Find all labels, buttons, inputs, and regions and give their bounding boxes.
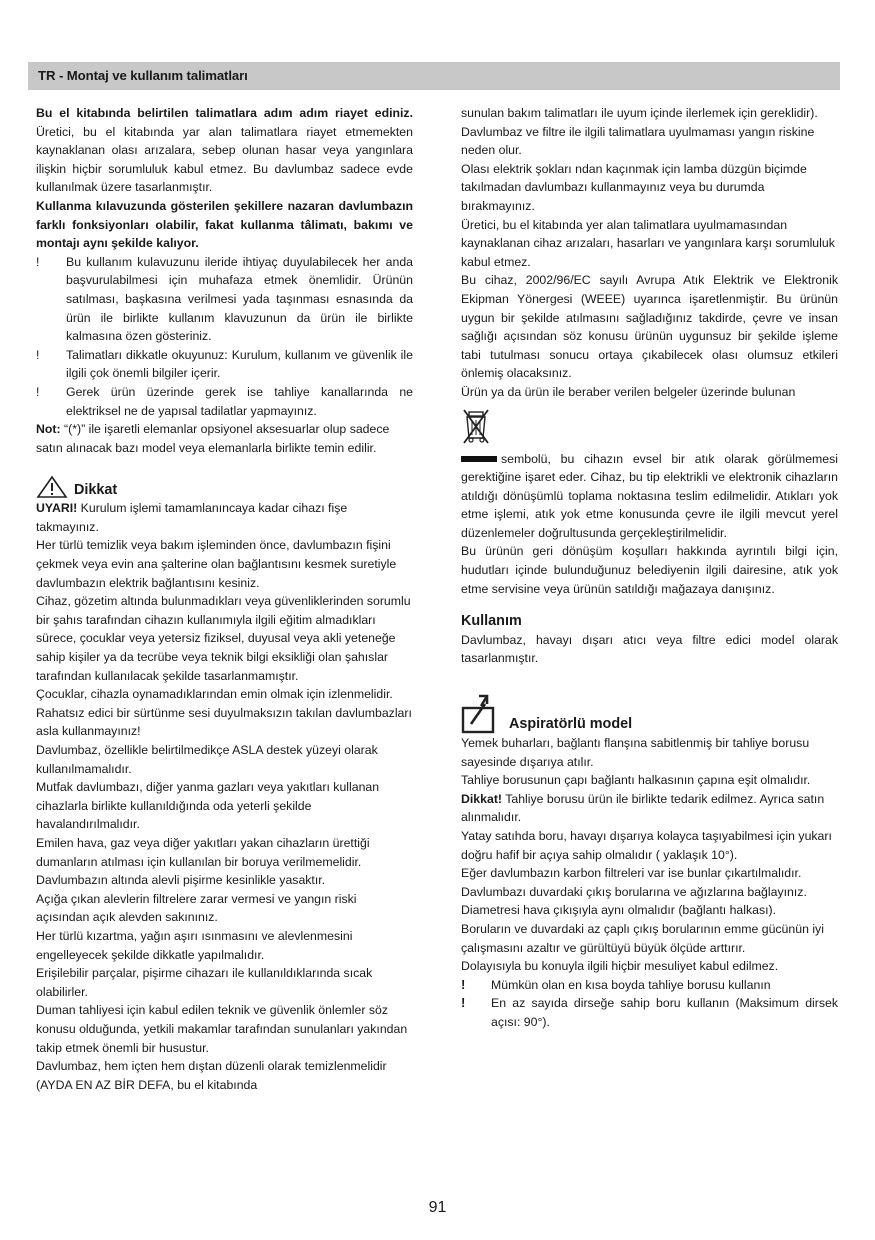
extractor-title: Aspiratörlü model [509, 716, 633, 733]
intro-bold: Bu el kitabında belirtilen talimatlara adım adım riayet ediniz. [36, 106, 413, 120]
right-column [461, 104, 838, 1032]
extractor-paragraph: Yemek buharları, bağlantı flanşına sabitlenmiş bir tahliye borusu sayesinde dışarıya atılır. [461, 736, 810, 769]
bullet-text: Mümkün olan en kısa boyda tahliye borusu kullanın [491, 977, 771, 992]
extractor-heading [461, 694, 838, 734]
weee-symbol-block [461, 406, 838, 450]
body-paragraph: Ürün ya da ürün ile beraber verilen belgeler üzerinde bulunan [461, 384, 796, 399]
exclamation-mark: ! [461, 976, 466, 992]
body-paragraph: sunulan bakım talimatları ile uyum içinde ilerlemek için gereklidir). [461, 106, 818, 120]
section-header-bar [28, 62, 840, 90]
extractor-paragraph: Boruların ve duvardaki az çaplı çıkış borularının emme gücünün iyi çalışmasını azaltır ve gürültüyü büyük ölçüde arttırır. [461, 921, 824, 955]
attention-text: Tahliye borusu ürün ile birlikte tedarik edilmez. Ayrıca satın alınmalıdır. [461, 791, 825, 825]
body-paragraph: Bu cihaz, 2002/96/EC sayılı Avrupa Atık Elektrik ve Elektronik Ekipman Yönergesi (WEEE) uyarınca işaretlenmiştir. Bu ürünün uygun bir şekilde atılmasını sağladığınız takdirde, çevre ve insan sağlığı açısından söz konusu ürünün uygunsuz bir şekilde işleme tabi tutulması sonucu ortaya çıkabilecek olası olumsuz etkileri önlemiş olacaksınız. [461, 273, 838, 381]
left-column [36, 104, 413, 1094]
caution-heading [36, 471, 413, 499]
warning-label: UYARI! [36, 501, 78, 516]
attention-label: Dikkat! [461, 791, 503, 806]
note-label: Not: [36, 422, 61, 437]
extractor-hood-icon [461, 694, 505, 734]
body-paragraph: Olası elektrik şokları ndan kaçınmak için lamba düzgün biçimde takılmadan davlumbazı kullanmayınız veya bu durumda bırakmayınız. [461, 161, 807, 213]
warning-paragraph [36, 499, 413, 536]
body-paragraph: Üretici, bu el kitabında yer alan talimatlara uyulmamasından kaynaklanan cihaz arızaları, hasarları ve yangınlara karşı sorumluluk kabul etmez. [461, 217, 835, 269]
list-item [461, 976, 838, 995]
safety-paragraph: Her türlü kızartma, yağın aşırı ısınmasını ve alevlenmesini engelleyecek şekilde dikkatle yapılmalıdır. [36, 928, 353, 962]
extractor-paragraph: Yatay satıhda boru, havayı dışarıya kolayca taşıyabilmesi için yukarı doğru hafif bir açıya sahip olmalıdır ( yaklaşık 10°). [461, 829, 832, 862]
bullet-text: Talimatları dikkatle okuyunuz: Kurulum, kullanım ve güvenlik ile ilgili çok önemli bilgiler içerir. [66, 347, 413, 381]
extractor-paragraph: Dolayısıyla bu konuyla ilgili hiçbir mesuliyet kabul edilmez. [461, 959, 779, 974]
extractor-paragraph: Eğer davlumbazın karbon filtreleri var ise bunlar çıkartılmalıdır. [461, 866, 802, 881]
extractor-paragraph: Davlumbazı duvardaki çıkış borularına ve ağızlarına bağlayınız. Diametresi hava çıkışıyla aynı olmalıdır (bağlantı halkası). [461, 884, 807, 918]
safety-paragraph: Davlumbaz, özellikle belirtilmedikçe ASLA destek yüzeyi olarak kullanılmamalıdır. [36, 743, 378, 776]
list-item [461, 994, 838, 1031]
safety-paragraph: Rahatsız edici bir sürtünme sesi duyulmaksızın takılan davlumbazları asla kullanmayınız! [36, 705, 412, 739]
list-item [36, 346, 413, 383]
crossed-bin-icon [461, 406, 491, 446]
safety-paragraph: Çocuklar, cihazla oynamadıklarından emin olmak için izlenmelidir. [36, 687, 393, 702]
usage-title: Kullanım [461, 613, 522, 630]
safety-paragraph: Duman tahliyesi için kabul edilen teknik ve güvenlik önlemler söz konusu olduğunda, yetkili makamlar tarafından sunulanları yakından takip etmek önemli bir husustur. [36, 1003, 408, 1055]
section-title: TR - Montaj ve kullanım talimatları [38, 68, 248, 83]
safety-paragraph: Emilen hava, gaz veya diğer yakıtları yakan cihazların ürettiği dumanların atılması için kullanılan bir boruya verilmemelidir. [36, 835, 370, 869]
caution-title: Dikkat [74, 481, 118, 498]
bullet-text: Gerek ürün üzerinde gerek ise tahliye kanallarında ne elektriksel ne de yapısal tadilatlar yapmayınız. [66, 384, 413, 418]
safety-paragraph: Her türlü temizlik veya bakım işleminden önce, davlumbazın fişini çekmek veya evin ana şalterine olan bağlantısını kesmek suretiyle davlumbazın elektrik bağlantısını kesiniz. [36, 538, 397, 590]
note-paragraph [36, 420, 413, 457]
safety-paragraph: Açığa çıkan alevlerin filtrelere zarar vermesi ve yangın riski açısından açık alevden sakınınız. [36, 891, 357, 925]
exclamation-mark: ! [461, 995, 466, 1011]
attention-paragraph [461, 790, 838, 827]
safety-paragraph: Davlumbaz, hem içten hem dıştan düzenli olarak temizlenmelidir (AYDA EN AZ BİR DEFA, bu el kitabında [36, 1059, 387, 1092]
note-text: “(*)” ile işaretli elemanlar opsiyonel aksesuarlar olup sadece satın alınacak bazı model veya elemanlarla birlikte temin edilir. [36, 422, 390, 455]
symbol-paragraph [461, 450, 838, 543]
list-item [36, 383, 413, 420]
intro-paragraph [36, 104, 413, 197]
usage-paragraph: Davlumbaz, havayı dışarı atıcı veya filtre edici model olarak tasarlanmıştır. [461, 632, 838, 666]
warning-text: Kurulum işlemi tamamlanıncaya kadar cihazı fişe takmayınız. [36, 501, 348, 534]
safety-paragraph: Cihaz, gözetim altında bulunmadıkları veya güvenliklerinden sorumlu bir şahıs tarafından cihazın kullanımıyla ilgili eğitim almadıkları sürece, çocuklar veya yetersiz fiziksel, duyusal veya akli yeteneğe sahip kişiler ya da tecrübe veya teknik bilgi eksikliği olan şahıslar tarafından kullanılacak şekilde tasarlanmamıştır. [36, 594, 411, 683]
black-bar-icon [461, 456, 497, 462]
page-number: 91 [428, 1199, 447, 1216]
warning-triangle-icon [36, 475, 68, 499]
guide-note: Kullanma kılavuzunda gösterilen şekillere nazaran davlumbazın farklı fonksiyonları olabilir, fakat kullanma tâlimatı, bakımı ve montajı aynı şekilde kalıyor. [36, 198, 413, 251]
exclamation-mark: ! [36, 254, 40, 269]
body-paragraph: Davlumbaz ve filtre ile ilgili talimatlara uyulmaması yangın riskine neden olur. [461, 124, 815, 158]
extractor-paragraph: Tahliye borusunun çapı bağlantı halkasının çapına eşit olmalıdır. [461, 773, 811, 788]
symbol-text: sembolü, bu cihazın evsel bir atık olarak görülmemesi gerektiğine işaret eder. Cihaz, bu tip elektrikli ve elektronik cihazların atıldığı dönüşümlü toplama noktasına teslim edilmelidir. Atıkları yok etme işlemi, atık yok etme konusunda çevre ile ilgili mevcut yerel düzenlemeler doğrultusunda gerçekleştirilmelidir. [461, 451, 838, 540]
recycling-paragraph: Bu ürünün geri dönüşüm koşulları hakkında ayrıntılı bilgi için, hudutları içinde bulunduğunuz belediyenin ilgili dairesine, atık yok etme servisine veya ürünün satıldığı mağazaya danışınız. [461, 544, 838, 596]
safety-paragraph: Erişilebilir parçalar, pişirme cihazarı ile kullanıldıklarında sıcak olabilirler. [36, 966, 373, 999]
exclamation-mark: ! [36, 384, 40, 399]
safety-paragraph: Mutfak davlumbazı, diğer yanma gazları veya yakıtları kullanan cihazlarla birlikte kullanıldığında oda yeterli şekilde havalandırılmalıdır. [36, 780, 380, 832]
list-item [36, 253, 413, 346]
exclamation-mark: ! [36, 347, 40, 362]
bullet-text: En az sayıda dirseğe sahip boru kullanın (Maksimum dirsek açısı: 90°). [491, 996, 838, 1029]
safety-paragraph: Davlumbazın altında alevli pişirme kesinlikle yasaktır. [36, 873, 326, 888]
bullet-text: Bu kullanım kulavuzunu ileride ihtiyaç duyulabilecek her anda başvurulabilmesi için muhafaza etmek önemlidir. Ürünün satılması, başkasına verilmesi yada taşınması esnasında da ürün ile birlikte kullanım klavuzunun da ürün ile birlikte kalmasına özen gösteriniz. [66, 254, 413, 344]
intro-rest: Üretici, bu el kitabında yar alan talimatlara riayet etmemekten kaynaklanan olası arızalara, sebep olunan hasar veya yangınlara ilişkin hiçbir sorumluluk kabul etmez. Bu davlumbaz sadece evde kullanılmak üzere tasarlanmıştır. [36, 124, 413, 195]
